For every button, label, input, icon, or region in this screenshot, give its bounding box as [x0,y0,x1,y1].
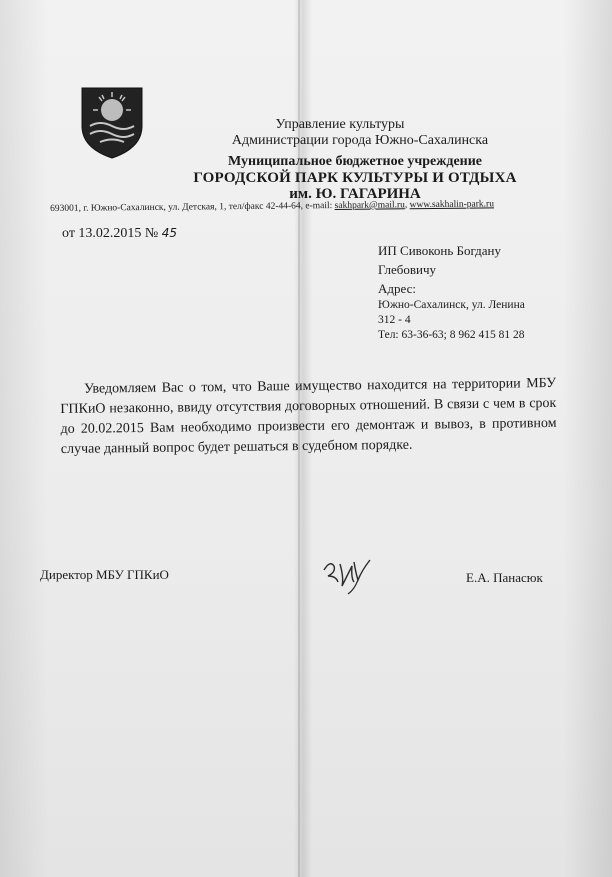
header-institution-type: Муниципальное бюджетное учреждение [227,154,483,169]
contact-separator: , [404,200,408,211]
letter-date: от 13.02.2015 № [62,226,159,241]
letter-date-number [62,226,177,242]
recipient-name-line1: ИП Сивоконь Богдану [378,243,501,258]
contact-line [50,199,570,214]
letter-number: 45 [161,226,178,240]
letter-body: Уведомляем Вас о том, что Ваше имущество находится на территории МБУ ГПКиО незаконно, ввиду отсутствия договорных отношений. В связи с чем в срок до 20.02.2015 Вам необходимо произвести его демонтаж и вывоз, в противном случае данный вопрос будет решаться в судебном порядке. [60,375,557,457]
signatory-title: Директор МБУ ГПКиО [40,567,169,582]
contact-address: 693001, г. Южно-Сахалинск, ул. Детская, 1, тел/факс 42-44-64, e-mail: [50,201,333,214]
header-department: Управление культуры [275,117,405,132]
recipient-name-line2: Глебовичу [378,262,437,277]
header-administration: Администрации города Южно-Сахалинска [231,133,489,148]
recipient-address-label: Адрес: [378,281,416,296]
contact-website-link[interactable]: www.sakhalin-park.ru [409,199,495,211]
recipient-phones: Тел: 63-36-63; 8 962 415 81 28 [378,329,525,341]
header-park-title: ГОРОДСКОЙ ПАРК КУЛЬТУРЫ И ОТДЫХА [193,170,517,186]
recipient-address-line2: 312 - 4 [378,314,411,326]
recipient-address-line1: Южно-Сахалинск, ул. Ленина [378,299,525,311]
contact-email-link[interactable]: sakhpark@mail.ru [334,200,405,212]
handwritten-signature-icon [318,552,378,596]
recipient-block [378,241,578,343]
header-park-name: им. Ю. ГАГАРИНА [289,186,421,202]
signatory-name: Е.А. Панасюк [466,570,543,585]
coat-of-arms-icon [78,82,146,160]
